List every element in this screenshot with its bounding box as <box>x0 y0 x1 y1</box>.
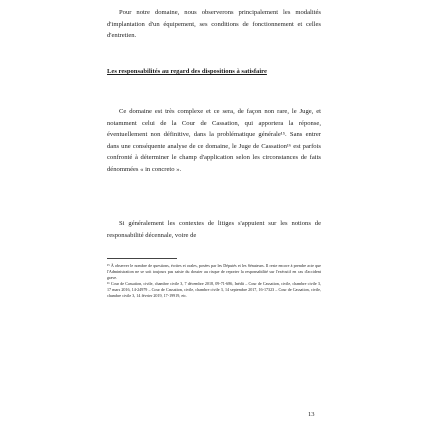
intro-paragraph: Pour notre domaine, nous observerons principalement les modalités d'implantation d'un équipement, ses conditions de fonctionnement et celles d'entretien. <box>107 9 321 40</box>
page-number: 13 <box>308 411 315 418</box>
body-column-bottom <box>107 218 321 241</box>
body-column-middle <box>107 106 321 176</box>
body-paragraph-2: Ce domaine est très complexe et ce sera, de façon non rare, le Juge, et notamment celui de la Cour de Cassation, qui apportera la réponse, éventuellement non définitive, dans la problématique générale¹⁵. Sans entrer dans une conséquente analyse de ce domaine, le Juge de Cassation¹⁶ est parfois confronté à déterminer le champ d'application selon les circonstances de faits dénommées « in concreto ». <box>107 108 321 173</box>
footnote-16: ¹⁶ Cour de Cassation, civile, chambre civile 3, 7 décembre 2018, 09-71-686, Inédit – Cour de Cassation, civile, chambre civile 3, 17 mars 2016, 14-24979 – Cour de Cassation, civile, chambre civile 3, 14 septembre 2017, 16-17323 – Cour de Cassation, civile, chambre civile 3, 14 février 2019, 17-19919, etc. <box>107 281 321 299</box>
section-heading: Les responsabilités au regard des dispositions à satisfaire <box>107 68 267 75</box>
footnotes <box>107 263 321 300</box>
body-column-top <box>107 7 321 42</box>
footnote-15: ¹⁵ À observer le nombre de questions, écrites et orales, posées par les Députés et les Sénateurs. Il reste encore à prendre acte que l'Administration ne se soit toujours pas saisie du dossier au risque de reporter la responsabilité sur l'exécutif en cas d'accident grave. <box>107 263 321 281</box>
body-paragraph-3: Si généralement les contextes de litiges s'appuient sur les notions de responsabilité décennale, voire de <box>107 220 321 239</box>
footnote-divider <box>107 258 177 259</box>
